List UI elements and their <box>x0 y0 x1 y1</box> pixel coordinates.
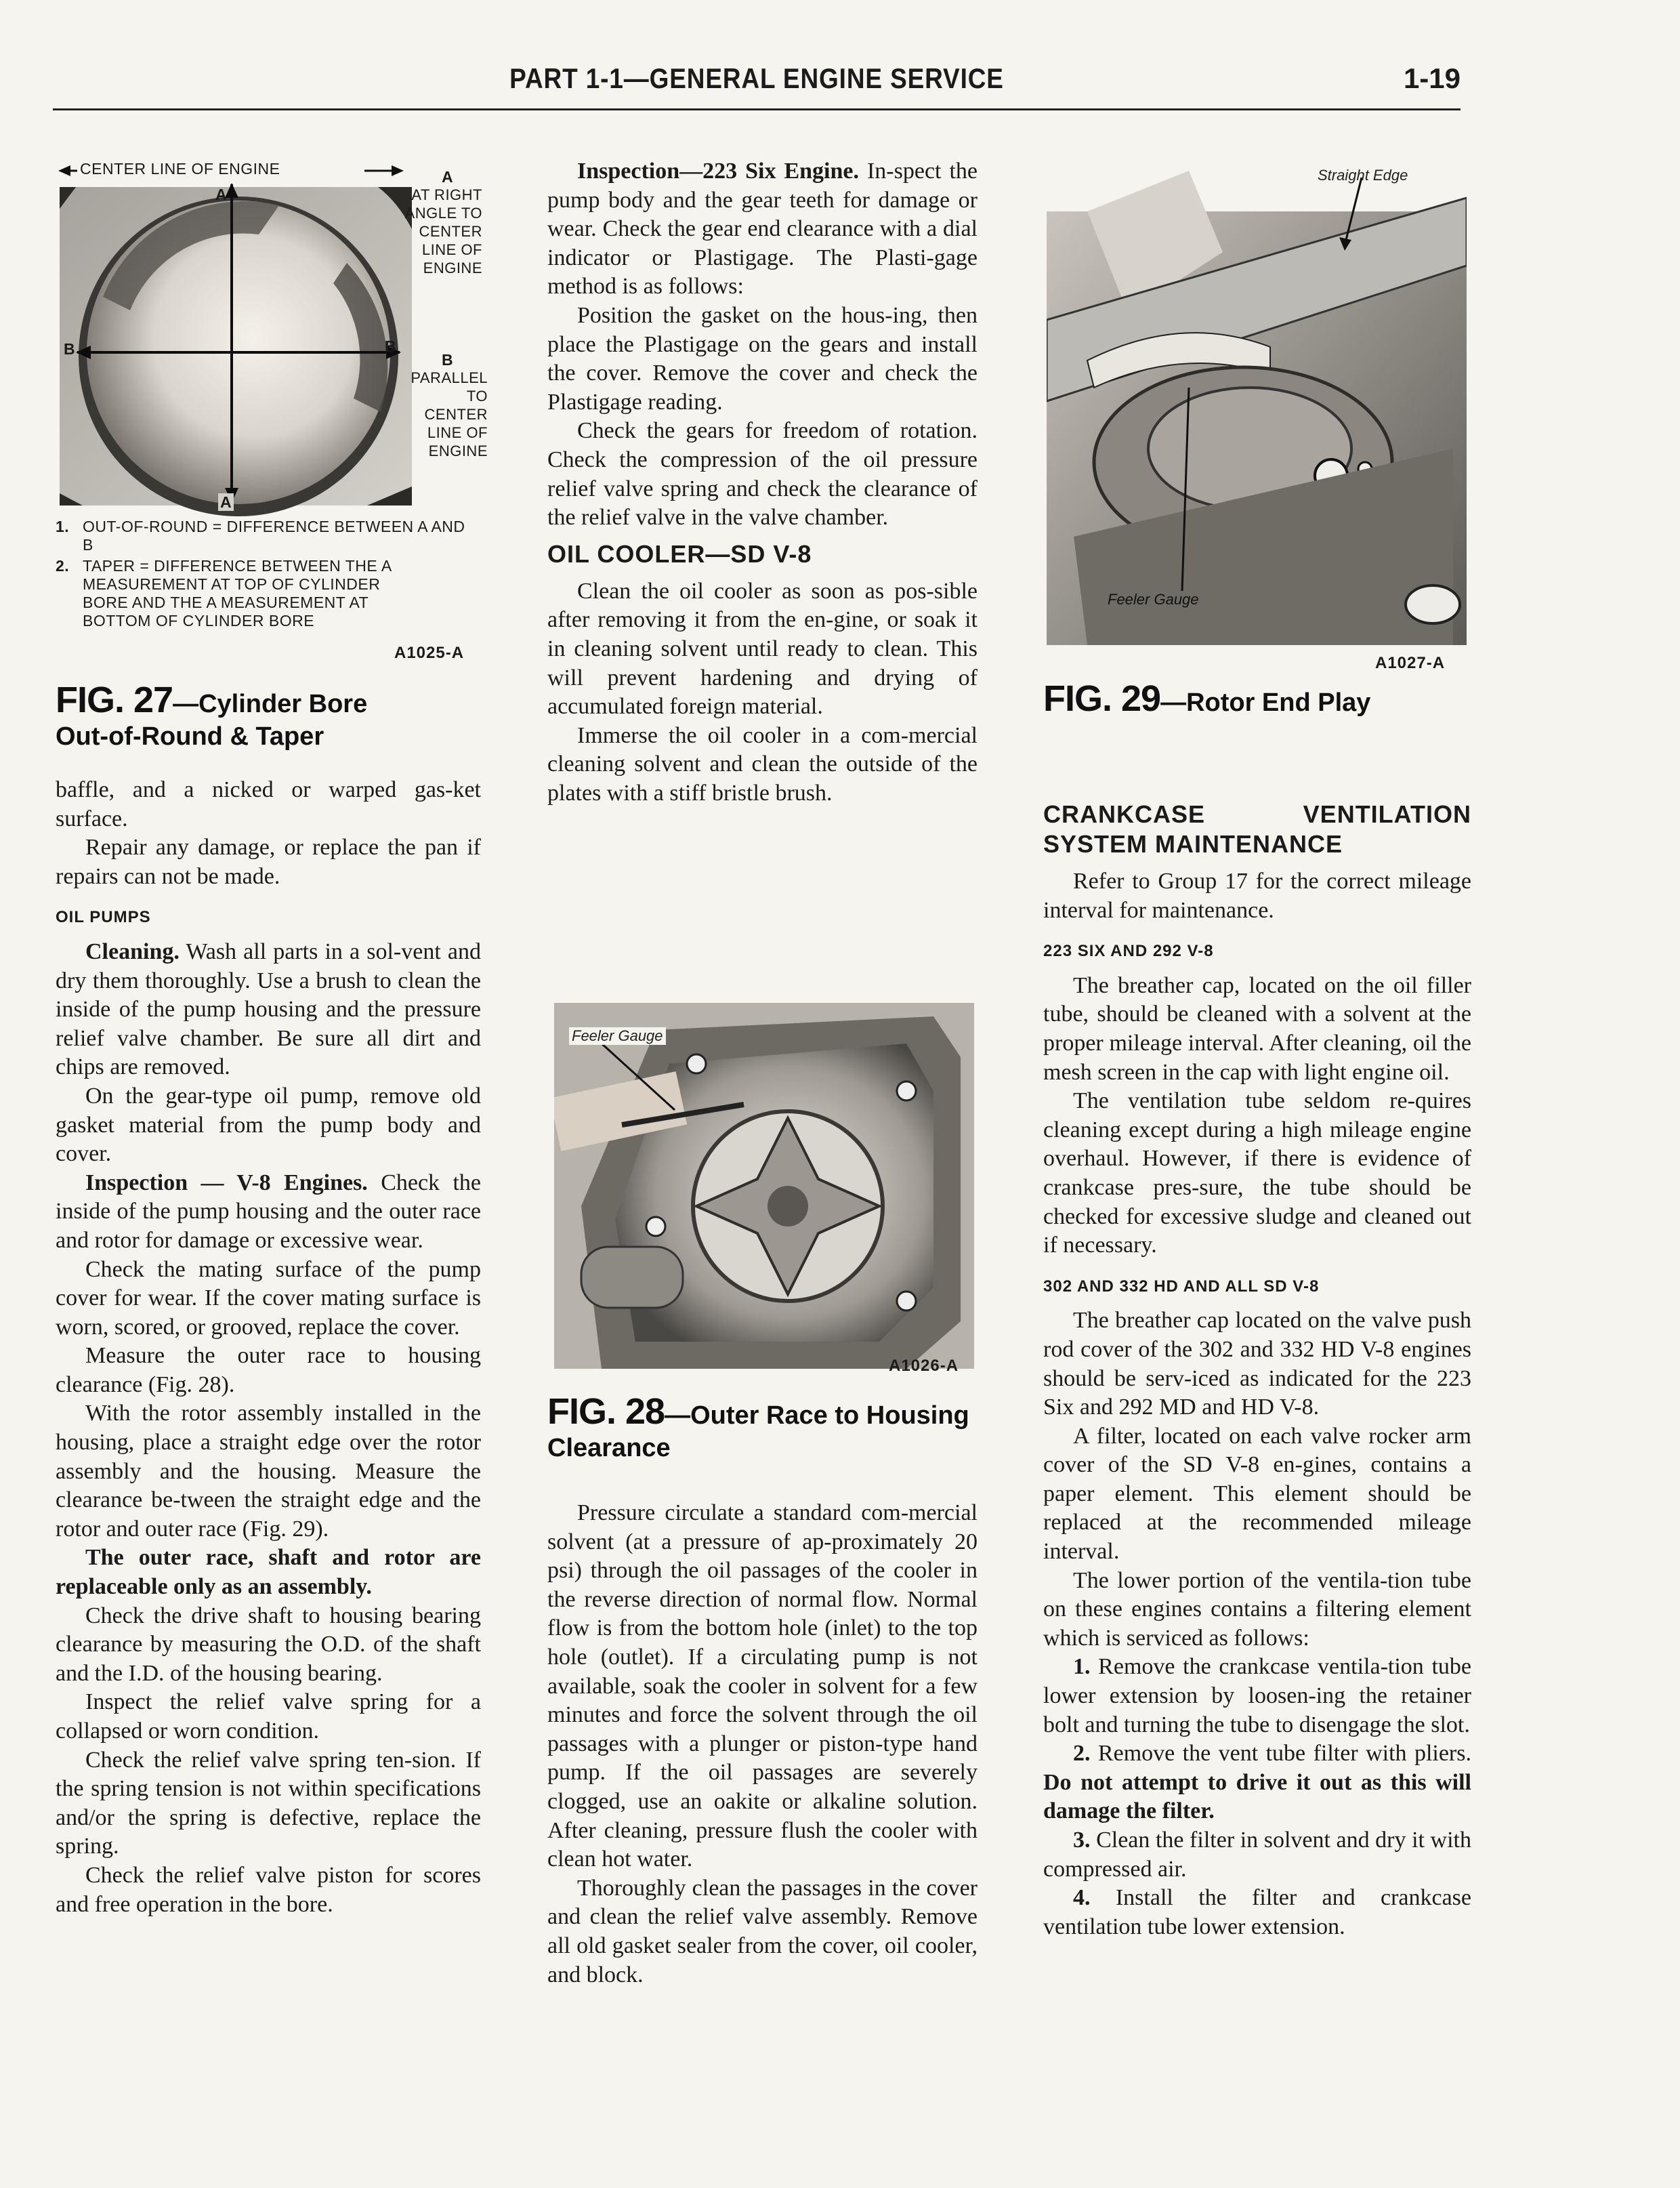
col2-p2: Position the gasket on the hous-ing, then place the Plastigage on the gears and install the cover. Remove the cover and check the Plastigage reading. <box>547 302 978 415</box>
fig29-straight-edge-label: Straight Edge <box>1318 167 1408 184</box>
legend-b-letter: B <box>442 351 454 369</box>
legend-a-letter: A <box>442 168 454 186</box>
fig28-caption <box>547 1390 981 1463</box>
col1-p9-bold: The outer race, shaft and rotor are replaceable only as an assembly. <box>56 1545 481 1600</box>
legend-b-text: PARALLEL TO CENTER LINE OF ENGINE <box>411 369 488 459</box>
column-2-bottom <box>547 1499 978 1989</box>
fig27-title-2: Out-of-Round & Taper <box>56 722 324 751</box>
label-b-left: B <box>64 340 76 358</box>
column-1 <box>56 776 481 1919</box>
fig28-number: FIG. 28 <box>547 1391 665 1432</box>
col1-p7: Measure the outer race to housing clearance (Fig. 28). <box>56 1343 481 1397</box>
col2-p7: Thoroughly clean the passages in the cover and clean the relief valve assembly. Remove all old gasket sealer from the cover, oil cooler, and block. <box>547 1875 978 1987</box>
col3-p6: The lower portion of the ventila-tion tube on these engines contains a filtering element which is serviced as follows: <box>1043 1567 1471 1651</box>
fig29-caption <box>1043 678 1477 720</box>
col1-p1: baffle, and a nicked or warped gas-ket surface. <box>56 777 481 831</box>
col1-p13: Check the relief valve piston for scores and free operation in the bore. <box>56 1862 481 1917</box>
note-1-number: 1. <box>56 518 70 535</box>
col1-p10: Check the drive shaft to housing bearing clearance by measuring the O.D. of the shaft and the I.D. of the housing bearing. <box>56 1603 481 1686</box>
fig28-photo <box>554 1003 974 1369</box>
col1-p5-head: Inspection — V-8 Engines. <box>85 1170 368 1195</box>
col1-p3 <box>56 938 481 1082</box>
col1-p5-text: Check the inside of the pump housing and the outer race and rotor for damage or excessive wear. <box>56 1170 481 1253</box>
page-header <box>53 62 1461 107</box>
col1-p5 <box>56 1169 481 1256</box>
col3-p4: The breather cap located on the valve push rod cover of the 302 and 332 HD V-8 engines should be serv-iced as indicated for the 223 Six and 292 MD and HD V-8. <box>1043 1308 1471 1420</box>
col1-p12: Check the relief valve spring ten-sion. If the spring tension is not within specifications and/or the spring is defective, replace the spring. <box>56 1747 481 1859</box>
label-a-bottom: A <box>218 493 234 511</box>
heading-crankcase-ventilation: CRANKCASE VENTILATION SYSTEM MAINTENANCE <box>1043 800 1471 858</box>
heading-oil-cooler: OIL COOLER—SD V-8 <box>547 539 812 568</box>
col2-p1 <box>547 157 978 302</box>
subheading-302-332: 302 AND 332 HD AND ALL SD V-8 <box>1043 1277 1320 1296</box>
col3-step-2 <box>1043 1739 1471 1826</box>
fig28-title-2: Clearance <box>547 1434 671 1462</box>
col1-p9 <box>56 1544 481 1601</box>
fig27-title: Cylinder Bore <box>198 690 368 718</box>
col2-p1-text: In-spect the pump body and the gear teeth for damage or wear. Check the gear end clearance with a dial indicator or Plastigage. The Plasti-gage method is as follows: <box>547 159 978 300</box>
label-b-right: B <box>385 337 397 355</box>
column-3 <box>1043 793 1471 1941</box>
step-2-number: 2. <box>1073 1741 1091 1767</box>
page-title: PART 1-1—GENERAL ENGINE SERVICE <box>509 62 1004 94</box>
note-2-number: 2. <box>56 557 70 575</box>
oil-pump-housing-illustration <box>554 1003 974 1369</box>
step-2-warning: Do not attempt to drive it out as this will damage the filter. <box>1043 1769 1471 1824</box>
fig29-photo <box>1047 157 1467 645</box>
legend-a-text: AT RIGHT ANGLE TO CENTER LINE OF ENGINE <box>404 186 482 276</box>
step-1-text: Remove the crankcase ventila-tion tube lower extension by loosen-ing the retainer bolt and turning the tube to disengage the slot. <box>1043 1654 1471 1737</box>
subheading-223-six: 223 SIX AND 292 V-8 <box>1043 942 1214 961</box>
fig29-title: Rotor End Play <box>1186 688 1371 717</box>
col2-p1-head: Inspection—223 Six Engine. <box>577 159 859 184</box>
note-2-text: TAPER = DIFFERENCE BETWEEN THE A MEASUREMENT AT TOP OF CYLINDER BORE AND THE A MEASUREMENT AT BOTTOM OF CYLINDER BORE <box>83 557 392 629</box>
fig29-dash: — <box>1160 688 1187 717</box>
col1-p8: With the rotor assembly installed in the housing, place a straight edge over the rotor assembly and the housing. Measure the clearance be-tween the straight edge and the rotor and outer race (Fig. 29). <box>56 1401 481 1542</box>
label-a-top: A <box>215 186 228 203</box>
column-2-top <box>547 157 978 808</box>
col2-p5: Immerse the oil cooler in a com-mercial cleaning solvent and clean the outside of the plates with a stiff bristle brush. <box>547 722 978 806</box>
fig29-code: A1027-A <box>1375 654 1446 672</box>
col3-step-4 <box>1043 1884 1471 1941</box>
fig27-diagram <box>56 154 489 683</box>
step-2-text: Remove the vent tube filter with pliers. <box>1090 1741 1471 1767</box>
col2-p4: Clean the oil cooler as soon as pos-sible after removing it from the en-gine, or soak it in cleaning solvent until ready to clean. This will prevent hardening and drying of accumulated foreign material. <box>547 578 978 720</box>
fig28-feeler-gauge-label: Feeler Gauge <box>569 1027 666 1045</box>
step-3-text: Clean the filter in solvent and dry it with compressed air. <box>1043 1828 1471 1882</box>
fig29-feeler-gauge-label: Feeler Gauge <box>1108 591 1199 608</box>
col1-p3-head: Cleaning. <box>85 938 180 964</box>
fig27-number: FIG. 27 <box>56 680 173 720</box>
step-4-number: 4. <box>1073 1885 1091 1911</box>
step-1-number: 1. <box>1073 1654 1091 1680</box>
col2-p3: Check the gears for freedom of rotation. Check the compression of the oil pressure relief valve spring and check the clearance of the relief valve in the valve chamber. <box>547 418 978 531</box>
col3-p3: The ventilation tube seldom re-quires cleaning except during a high mileage engine overhaul. However, if there is evidence of crankcase pres-sure, the tube should be checked for excessive sludge and cleaned out if necessary. <box>1043 1088 1471 1258</box>
col1-p3-text: Wash all parts in a sol-vent and dry them thoroughly. Use a brush to clean the inside of the pump housing and the pressure relief valve chamber. Be sure all dirt and chips are removed. <box>56 938 481 1080</box>
step-3-number: 3. <box>1073 1828 1091 1853</box>
col1-p11: Inspect the relief valve spring for a collapsed or worn condition. <box>56 1689 481 1743</box>
fig28-title: Outer Race to Housing <box>690 1401 969 1430</box>
step-4-text: Install the filter and crankcase ventilation tube lower extension. <box>1043 1885 1471 1939</box>
fig27-caption <box>56 679 489 751</box>
col3-p5: A filter, located on each valve rocker arm cover of the SD V-8 en-gines, contains a paper element. This element should be replaced at the recommended mileage interval. <box>1043 1423 1471 1565</box>
centerline-label: CENTER LINE OF ENGINE <box>77 160 282 178</box>
col3-p2: The breather cap, located on the oil filler tube, should be cleaned with a solvent at the proper mileage interval. After cleaning, oil the mesh screen in the cap with light engine oil. <box>1043 972 1471 1085</box>
header-rule <box>53 108 1461 110</box>
col1-p2: Repair any damage, or replace the pan if repairs can not be made. <box>56 835 481 889</box>
note-1 <box>56 518 489 554</box>
col1-p6: Check the mating surface of the pump cover for wear. If the cover mating surface is worn, scored, or grooved, replace the cover. <box>56 1256 481 1340</box>
col3-step-1 <box>1043 1653 1471 1739</box>
fig28-code: A1026-A <box>889 1357 959 1375</box>
col3-p1: Refer to Group 17 for the correct mileage interval for maintenance. <box>1043 869 1471 923</box>
note-1-text: OUT-OF-ROUND = DIFFERENCE BETWEEN A AND B <box>83 518 465 554</box>
fig27-dash: — <box>173 690 199 718</box>
fig29-number: FIG. 29 <box>1043 678 1161 719</box>
col3-step-3 <box>1043 1826 1471 1884</box>
fig28-dash: — <box>665 1401 691 1430</box>
subheading-oil-pumps: OIL PUMPS <box>56 908 151 927</box>
col1-p4: On the gear-type oil pump, remove old gasket material from the pump body and cover. <box>56 1083 481 1167</box>
col2-p6: Pressure circulate a standard com-mercial solvent (at a pressure of ap-proximately 20 psi) through the oil passages of the cooler in the reverse direction of normal flow. Normal flow is from the bottom hole (inlet) to the top hole (outlet). If a circulating pump is not available, soak the cooler in solvent for a few minutes and force the solvent through the oil passages with a plunger or piston-type hand pump. If the oil passages are severely clogged, use an oakite or alkaline solution. After cleaning, pressure flush the cooler with clean hot water. <box>547 1500 978 1872</box>
note-2 <box>56 557 489 630</box>
fig27-notes <box>56 518 489 630</box>
fig27-code: A1025-A <box>394 644 465 662</box>
rotor-end-play-illustration <box>1047 157 1467 645</box>
page-number: 1-19 <box>1403 62 1461 94</box>
